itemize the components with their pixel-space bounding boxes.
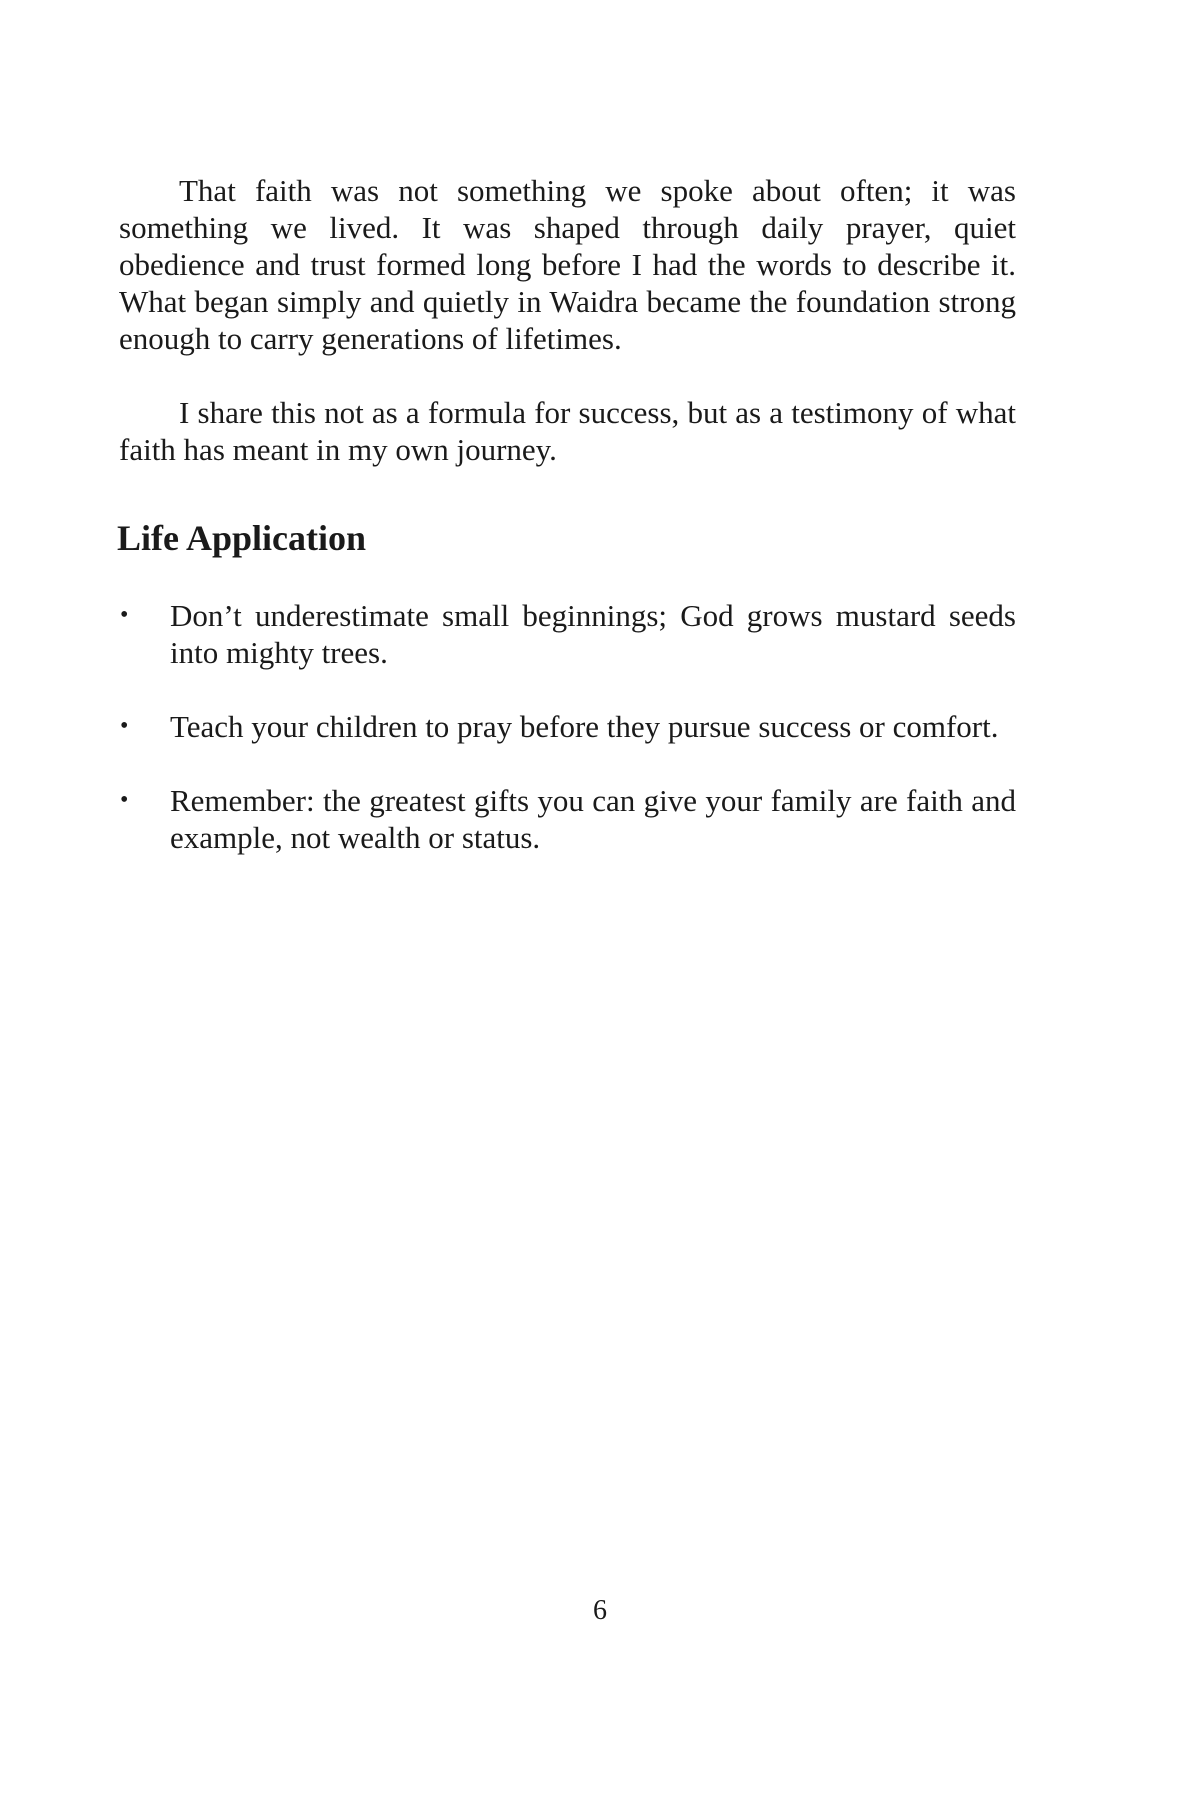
paragraph-faith-lived: That faith was not something we spoke about often; it was something we lived. It was shaped through daily prayer, quiet obedience and trust formed long before I had the words to describe it. What began simply and quietly in Waidra became the foundation strong enough to carry generations of lifetimes. <box>119 173 1016 356</box>
bullet-icon: • <box>120 713 129 739</box>
list-item-text: Remember: the greatest gifts you can give your family are faith and example, not wealth or status. <box>170 783 1016 855</box>
page-content <box>119 172 1016 856</box>
bullet-icon: • <box>120 602 129 628</box>
list-item <box>119 782 1016 856</box>
paragraph-testimony: I share this not as a formula for success, but as a testimony of what faith has meant in my own journey. <box>119 395 1016 467</box>
page-number: 6 <box>593 1595 607 1626</box>
list-item-text: Teach your children to pray before they pursue success or comfort. <box>170 709 999 744</box>
bullet-icon: • <box>120 787 129 813</box>
list-item <box>119 708 1016 745</box>
life-application-list <box>119 597 1016 856</box>
list-item-text: Don’t underestimate small beginnings; God grows mustard seeds into mighty trees. <box>170 598 1016 670</box>
section-heading: Life Application <box>117 518 367 558</box>
list-item <box>119 597 1016 671</box>
